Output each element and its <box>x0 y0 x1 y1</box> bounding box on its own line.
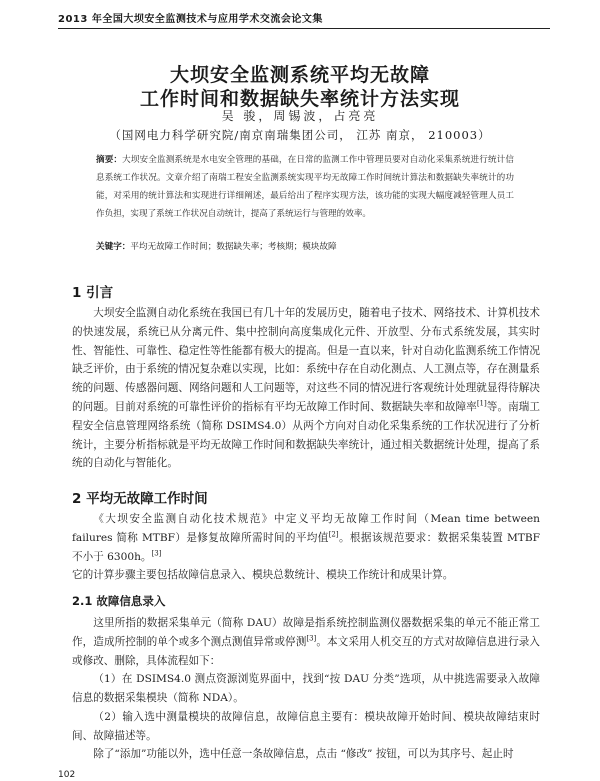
section-1-paragraph <box>72 304 540 473</box>
section-1-heading: 1 引言 <box>72 285 114 301</box>
section-2-text-a: 《大坝安全监测自动化技术规范》中定义平均无故障工作时间（Mean time between failures 简称 MTBF）是修复故障所需时间的平均值 <box>72 513 540 544</box>
subsection-2-1-text-a: 这里所指的数据采集单元（简称 DAU）故障是指系统控制监测仪器数据采集的单元不能正常工作，造成所控制的单个或多个测点测值异常或停测 <box>72 617 540 648</box>
section-1-text: 大坝安全监测自动化系统在我国已有几十年的发展历史，随着电子技术、网络技术、计算机技术的快速发展，系统已从分离元件、集中控制向高度集成化元件、开放型、分布式系统发展，其实时性、智能性、可靠性、稳定性等性能都有极大的提高。但是一直以来，针对自动化监测系统工作情况缺乏评价，由于系统的情况复杂难以实现，比如：系统中存在自动化测点、人工测点等，存在测量系统的问题、传感器问题、网络问题和人工问题等，对这些不同的情况进行客观统计处理就显得 <box>72 307 540 395</box>
abstract-label: 摘要： <box>96 155 123 165</box>
paper-title-line-2: 工作时间和数据缺失率统计方法实现 <box>139 88 460 110</box>
abstract <box>96 151 514 223</box>
list-item-1: （1）在 DSIMS4.0 测点资源浏览界面中，找到“按 DAU 分类”选项，从中挑选需要录入故障信息的数据采集模块（简称 NDA）。 <box>72 673 540 704</box>
list-item-3: 除了“添加”功能以外，选中任意一条故障信息，点击 “修改” 按钮，可以为其序号、起止时 <box>93 748 514 760</box>
section-1-text-cont: 待解决的问题。目前对系统的可靠性评价的指标有平均无故障工作时间、数据缺失率和故障率 <box>72 382 541 413</box>
section-1-text-tail: 等。南瑞工程安全信息管理网络系统（简称 DSIMS4.0）从两个方向对自动化采集系统的工作状况进行了分析统计，主要分析指标就是平均无故障工作时间和数据缺失率统计，通过相关数据统计处理，提高了系统的自动化与智能化。 <box>72 400 540 470</box>
section-2-heading: 2 平均无故障工作时间 <box>72 491 208 507</box>
subsection-2-1-text-b: 。本文采用人机交互的方式对故障信息进行录入或修改、删除，具体流程如下： <box>72 635 541 667</box>
keywords-label: 关键字： <box>96 242 131 252</box>
citation: [2] <box>328 530 339 539</box>
keywords-text: 平均无故障工作时间；数据缺失率；考核期；模块故障 <box>130 242 337 252</box>
running-header: 2013 年全国大坝安全监测技术与应用学术交流会论文集 <box>58 10 550 29</box>
section-2-paragraph-2: 它的计算步骤主要包括故障信息录入、模块总数统计、模块工作统计和成果计算。 <box>72 569 454 581</box>
section-2-paragraph <box>72 510 540 566</box>
subsection-2-1-paragraph <box>72 614 540 670</box>
citation: [3] <box>151 549 162 558</box>
section-2-text-b: 。根据该规范要求：数据采集装置 MTBF 不小于 6300h。 <box>72 531 541 563</box>
paper-title-line-1: 大坝安全监测系统平均无故障 <box>169 64 430 86</box>
authors: 吴 骏，周锡波，占亮亮 <box>221 109 379 123</box>
subsection-2-1-heading: 2.1 故障信息录入 <box>72 594 166 608</box>
citation: [1] <box>476 399 487 408</box>
abstract-text: 大坝安全监测系统是水电安全管理的基础，在日常的监测工作中管理员要对自动化采集系统进行统计信息系统工作状况。文章介绍了南瑞工程安全监测系统实现平均无故障工作时间统计算法和数据缺失率统计的功能，对采用的统计算法和实现进行详细阐述，最后给出了程序实现方法，该功能的实现大幅度减轻管理人员工作负担，实现了系统工作状况自动统计，提高了系统运行与管理的效率。 <box>96 155 514 219</box>
page-number: 102 <box>58 770 76 780</box>
citation: [3] <box>306 634 317 643</box>
keywords <box>96 240 516 252</box>
list-item-2: （2）输入选中测量模块的故障信息，故障信息主要有：模块故障开始时间、模块故障结束时间、故障描述等。 <box>72 711 540 742</box>
affiliation: （国网电力科学研究院/南京南瑞集团公司， 江苏 南京， 210003） <box>109 128 491 142</box>
